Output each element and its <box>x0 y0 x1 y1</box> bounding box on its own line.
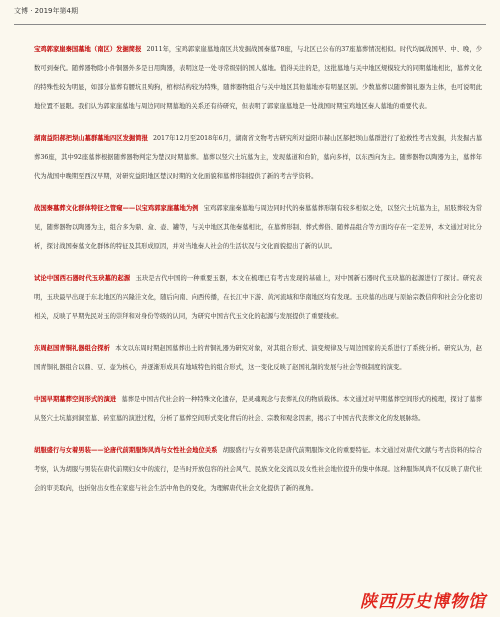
journal-issue: 文博 · 2019年第4期 <box>14 7 78 15</box>
abstract-entry <box>34 125 482 182</box>
abstract-entry <box>34 437 482 494</box>
abstract-title: 中国早期墓葬空间形式的演进 <box>34 396 117 403</box>
abstract-body: 墓葬是中国古代社会的一种特殊文化遗存，是灵魂观念与丧葬礼仪的物质载体。本文通过对早期墓葬空间形式的梳理，探讨了墓葬从竖穴土坑墓到洞室墓、砖室墓的演进过程，分析了墓葬空间形式变化背后的社会、宗教和观念因素，揭示了中国古代丧葬文化的发展脉络。 <box>34 396 483 422</box>
abstract-title: 试论中国西石器时代玉玦墓的起源 <box>34 275 131 282</box>
abstract-body: 胡服盛行与女着男装是唐代前期服饰文化的重要特征。本文通过对唐代文献与考古资料的综合考察，认为胡服与男装在唐代前期妇女中的流行，是当时开放包容的社会风气、民族文化交流以及女性社会地位提升的集中体现。这种服饰风尚不仅反映了唐代社会的审美取向，也折射出女性在家庭与社会生活中角色的变化，为理解唐代社会文化提供了新的视角。 <box>34 447 483 492</box>
abstract-body: 2011年，宝鸡郭家崖墓地南区共发掘战国秦墓78座，与北区已公布的37座墓葬情况相似。时代均属战国早、中、晚，少数可到秦代。随葬器物除小件铜器外多是日用陶器，表明这是一处寻常级别的国人墓地。值得关注的是，这批墓地与关中地区规模较大的同期墓地相比，墓葬文化的特殊性较为明显，如部分墓葬有腰坑且殉狗，棺椁结构较为特殊，随葬器物组合与关中地区其他墓地亦有明显区别。少数墓葬以随葬铜礼器为主体，也可说明此地位置不显眼。我们认为郭家崖墓地与周边同时期墓地的关系还有待研究，但表明了郭家崖墓地是一处战国时期宝鸡地区秦人墓地的重要代表。 <box>34 46 482 110</box>
abstract-entry <box>34 265 482 322</box>
museum-logo: 陕西历史博物馆 <box>360 592 486 612</box>
header-rule <box>14 24 486 25</box>
abstract-entry <box>34 36 482 112</box>
abstract-entry <box>34 335 482 373</box>
abstract-body: 玉玦是古代中国的一种重要玉器，本文在梳理已有考古发现的基础上，对中国新石器时代玉玦墓的起源进行了探讨。研究表明，玉玦最早出现于东北地区的兴隆洼文化，随后向南、向西传播，在长江中下游、黄河流域和华南地区均有发现。玉玦墓的出现与原始宗教信仰和社会分化密切相关，反映了早期先民对玉的崇拜和对身份等级的认同，为研究中国古代玉文化的起源与发展提供了重要线索。 <box>34 275 483 320</box>
abstract-title: 宝鸡郭家崖秦国墓地（南区）发掘简报 <box>34 46 142 53</box>
running-header <box>14 6 486 20</box>
abstract-entry <box>34 386 482 424</box>
abstract-body: 宝鸡郭家崖秦墓地与周边同时代的秦墓墓葬形制有较多相似之处，以竖穴土坑墓为主，屈肢葬较为常见，随葬器物以陶器为主，组合多为鼎、盒、壶、罐等，与关中地区其他秦墓相比，在墓葬形制、葬式葬俗、随葬品组合等方面均存在一定差异，本文通过对比分析，探讨战国秦墓文化群体的特征及其形成原因，并对当地秦人社会的生活状况与文化面貌提出了新的认识。 <box>34 205 483 250</box>
abstract-title: 胡服盛行与女着男装——论唐代前期服饰风尚与女性社会地位关系 <box>34 447 218 454</box>
abstract-title: 东周赵国青铜礼器组合探析 <box>34 345 110 352</box>
abstract-body: 本文以东周时期赵国墓葬出土的青铜礼器为研究对象，对其组合形式、演变规律及与周边国家的关系进行了系统分析。研究认为，赵国青铜礼器组合以鼎、豆、壶为核心，并逐渐形成具有地域特色的组合形式，这一变化反映了赵国礼制的发展与社会等级制度的演变。 <box>34 345 483 371</box>
abstract-title: 湖南益阳郝把坝山墓群墓地四区发掘简报 <box>34 135 148 142</box>
abstract-body: 2017年12月至2018年6月，湖南省文物考古研究所对益阳市赫山区郝把坝山墓群进行了抢救性考古发掘，共发掘古墓葬36座，其中92座墓葬根据随葬器物判定为楚汉时期墓葬。墓葬以竖穴土坑墓为主，发现墓道和台阶，墓向多样，以东西向为主。随葬器物以陶器为主，墓葬年代为战国中晚期至西汉早期，对研究益阳地区楚汉时期的文化面貌和墓葬形制提供了新的考古学资料。 <box>34 135 482 180</box>
abstracts-list <box>34 36 482 507</box>
abstract-entry <box>34 195 482 252</box>
abstract-title: 战国秦墓葬文化群体特征之管窥——以宝鸡郭家崖墓地为例 <box>34 205 199 212</box>
